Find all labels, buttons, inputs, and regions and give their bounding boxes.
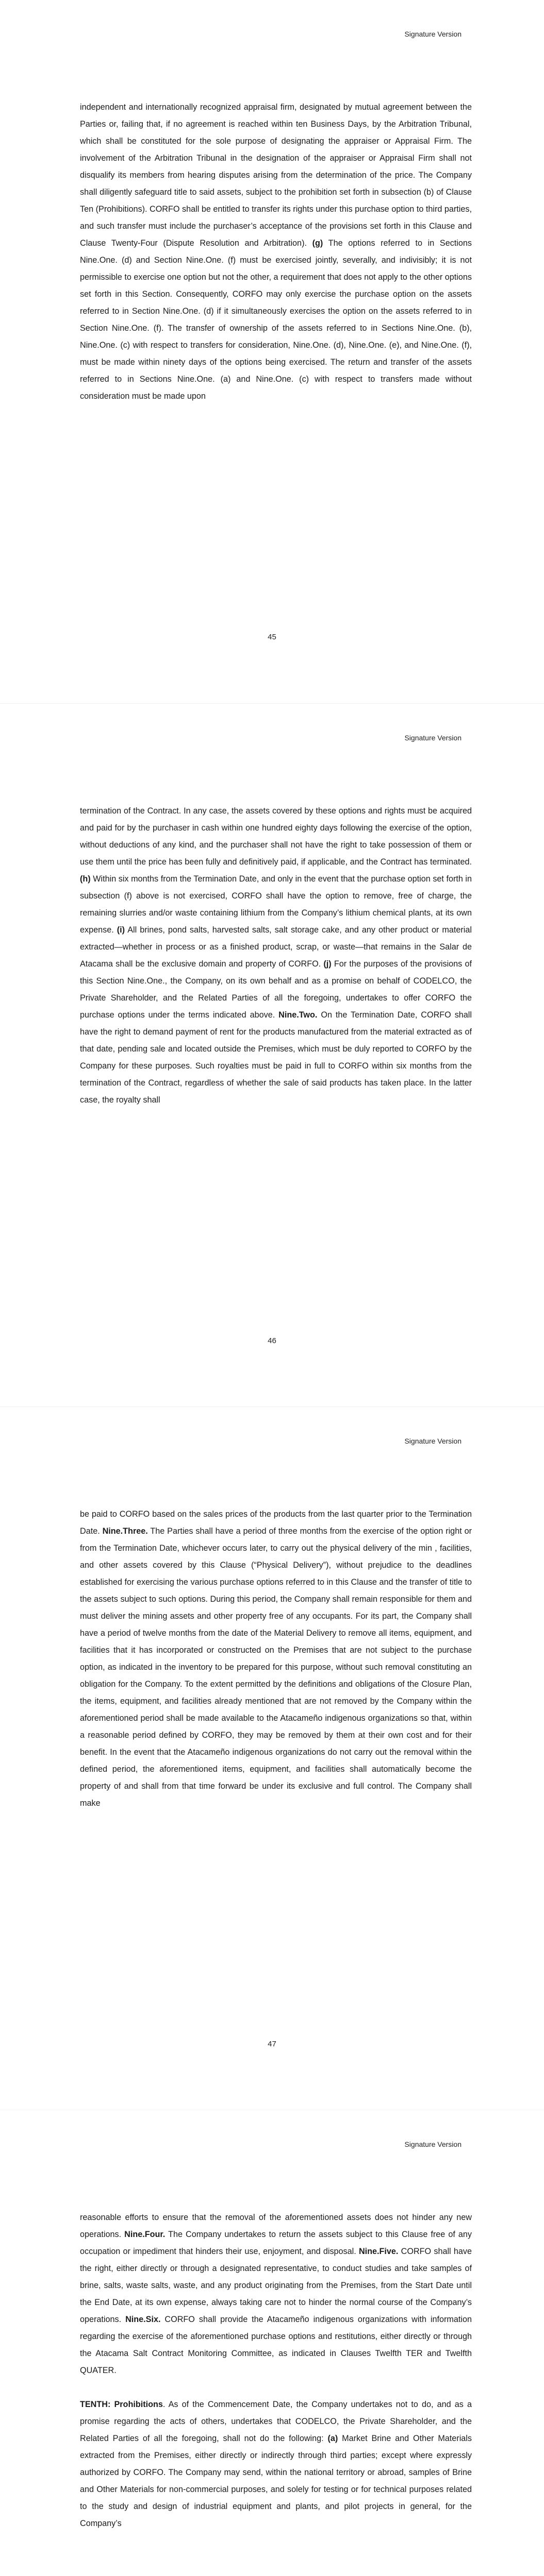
bold-text-run: Nine.Four. bbox=[124, 2230, 166, 2239]
text-run: independent and internationally recognized appraisal firm, designated by mutual agreement between the Parties or, failing that, if no agreement is reached within ten Business Days, by the Arbitration Tribunal, which shall be constituted for the sole purpose of designating the appraiser or Appraisal Firm. The involvement of the Arbitration Tribunal in the designation of the appraiser or Appraisal Firm shall not disqualify its members from hearing disputes arising from the determination of the price. The Company shall diligently safeguard title to said assets, subject to the prohibition set forth in subsection (b) of Clause Ten (Prohibitions). CORFO shall be entitled to transfer its rights under this purchase option to third parties, and such transfer must include the purchaser’s acceptance of the provisions set forth in this Clause and Clause Twenty-Four (Dispute Resolution and Arbitration). bbox=[80, 103, 472, 248]
page-number: 46 bbox=[268, 1336, 276, 1345]
bold-text-run: (h) bbox=[80, 874, 91, 884]
body-paragraph bbox=[80, 2209, 472, 2379]
bold-text-run: TENTH: Prohibitions bbox=[80, 2400, 163, 2409]
text-run: The Company undertakes to return the assets subject to this Clause free of any occupation or impediment that hinders their use, enjoyment, and disposal. bbox=[80, 2230, 472, 2256]
bold-text-run: Nine.Two. bbox=[278, 1010, 318, 1020]
bold-text-run: (j) bbox=[323, 959, 332, 969]
document-page bbox=[0, 0, 544, 703]
text-run: Market Brine and Other Materials extracted from the Premises, either directly or indirectly through third parties; except where expressly authorized by CORFO. The Company may send, within the national territory or abroad, samples of Brine and Other Materials for non-commercial purposes, and solely for testing or for technical purposes related to the study and design of industrial equipment and plants, and pilot projects in general, for the Company’s bbox=[80, 2434, 472, 2528]
text-run: For the purposes of the provisions of this Section Nine.One., the Company, on its own behalf and as a promise on behalf of CODELCO, the Private Shareholder, and the Related Parties of all the foregoing, undertakes to offer CORFO the purchase options under the terms indicated above. bbox=[80, 959, 472, 1020]
page-body bbox=[80, 803, 472, 1109]
page-body bbox=[80, 2209, 472, 2532]
page-header-label: Signature Version bbox=[404, 2140, 461, 2148]
bold-text-run: Nine.Three. bbox=[102, 1527, 148, 1536]
text-run: The options referred to in Sections Nine.One. (d) and Section Nine.One. (f) must be exercised jointly, severally, and indivisibly; it is not permissible to exercise one option but not the other, a requirement that does not apply to the other options set forth in this Section. Consequently, CORFO may only exercise the purchase option on the assets referred to in Section Nine.One. (d) if it simultaneously exercises the option on the assets referred to in Section Nine.One. (f). The transfer of ownership of the assets referred to in Sections Nine.One. (b), Nine.One. (c) with respect to transfers for consideration, Nine.One. (d), Nine.One. (e), and Nine.One. (f), must be made within ninety days of the options being exercised. The return and transfer of the assets referred to in Sections Nine.One. (a) and Nine.One. (c) with respect to transfers made without consideration must be made upon bbox=[80, 239, 472, 401]
bold-text-run: (g) bbox=[312, 239, 323, 248]
text-run: CORFO shall provide the Atacameño indigenous organizations with information regarding the exercise of the aforementioned purchase options and restitutions, either directly or through the Atacama Salt Contract Monitoring Committee, as indicated in Clauses Twelfth TER and Twelfth QUATER. bbox=[80, 2315, 472, 2375]
body-paragraph bbox=[80, 803, 472, 1109]
document-page bbox=[0, 1406, 544, 2110]
page-body bbox=[80, 1506, 472, 1812]
page-header-label: Signature Version bbox=[404, 1437, 461, 1445]
text-run: termination of the Contract. In any case, the assets covered by these options and rights must be acquired and paid for by the purchaser in cash within one hundred eighty days following the exercise of the option, without deductions of any kind, and the purchaser shall not have the right to take possession of them or use them until the price has been fully and definitively paid, if applicable, and the Contract has terminated. bbox=[80, 806, 472, 867]
text-run: Within six months from the Termination Date, and only in the event that the purchase option set forth in subsection (f) above is not exercised, CORFO shall have the option to remove, free of charge, the remaining slurries and/or waste containing lithium from the Company’s lithium chemical plants, at its own expense. bbox=[80, 874, 472, 935]
text-run: reasonable efforts to ensure that the removal of the aforementioned assets does not hinder any new operations. bbox=[80, 2213, 472, 2239]
body-paragraph bbox=[80, 99, 472, 405]
document-page bbox=[0, 703, 544, 1406]
text-run: CORFO shall have the right, either directly or through a designated representative, to conduct studies and take samples of brine, salts, waste salts, waste, and any product originating from the Premises, from the Start Date until the End Date, at its own expense, always taking care not to hinder the normal course of the Company’s operations. bbox=[80, 2247, 472, 2324]
bold-text-run: Nine.Six. bbox=[125, 2315, 161, 2324]
page-header-label: Signature Version bbox=[404, 734, 461, 742]
bold-text-run: (a) bbox=[327, 2434, 338, 2443]
text-run: . As of the Commencement Date, the Company undertakes not to do, and as a promise regarding the acts of others, undertakes that CODELCO, the Private Shareholder, and the Related Parties of all the foregoing, shall not do the following: bbox=[80, 2400, 472, 2443]
text-run: The Parties shall have a period of three months from the exercise of the option right or from the Termination Date, whichever occurs later, to carry out the physical delivery of the min , facilities, and other assets covered by this Clause (“Physical Delivery”), without prejudice to the deadlines established for exercising the various purchase options referred to in this Clause and the transfer of title to the assets subject to such options. During this period, the Company shall remain responsible for them and must deliver the mining assets and other property free of any occupants. For its part, the Company shall have a period of twelve months from the date of the Material Delivery to remove all items, equipment, and facilities that it has incorporated or constructed on the Premises that are not subject to the purchase option, as indicated in the inventory to be prepared for this purpose, without such removal constituting an obligation for the Company. To the extent permitted by the definitions and obligations of the Closure Plan, the items, equipment, and facilities already mentioned that are not removed by the Company within the aforementioned period shall be made available to the Atacameño indigenous organizations so that, within a reasonable period defined by CORFO, they may be removed by them at their own cost and for their benefit. In the event that the Atacameño indigenous organizations do not carry out the removal within the defined period, the aforementioned items, equipment, and facilities shall automatically become the property of and shall from that time forward be under its exclusive and full control. The Company shall make bbox=[80, 1527, 472, 1808]
page-number: 47 bbox=[268, 2040, 276, 2048]
text-run: be paid to CORFO based on the sales prices of the products from the last quarter prior to the Termination Date. bbox=[80, 1510, 472, 1536]
document-page bbox=[0, 2110, 544, 2576]
body-paragraph bbox=[80, 2396, 472, 2532]
page-number: 45 bbox=[268, 633, 276, 641]
text-run: All brines, pond salts, harvested salts, salt storage cake, and any other product or material extracted—whether in process or as a finished product, scrap, or waste—that remains in the Salar de Atacama shall be the exclusive domain and property of CORFO. bbox=[80, 925, 472, 969]
bold-text-run: Nine.Five. bbox=[358, 2247, 399, 2256]
text-run: On the Termination Date, CORFO shall have the right to demand payment of rent for the products manufactured from the material extracted as of that date, pending sale and located outside the Premises, which must be duly reported to CORFO by the Company for these purposes. Such royalties must be paid in full to CORFO within six months from the termination of the Contract, regardless of whether the sale of said products has taken place. In the latter case, the royalty shall bbox=[80, 1010, 472, 1105]
page-header-label: Signature Version bbox=[404, 30, 461, 38]
body-paragraph bbox=[80, 1506, 472, 1812]
bold-text-run: (i) bbox=[117, 925, 125, 935]
page-body bbox=[80, 99, 472, 405]
